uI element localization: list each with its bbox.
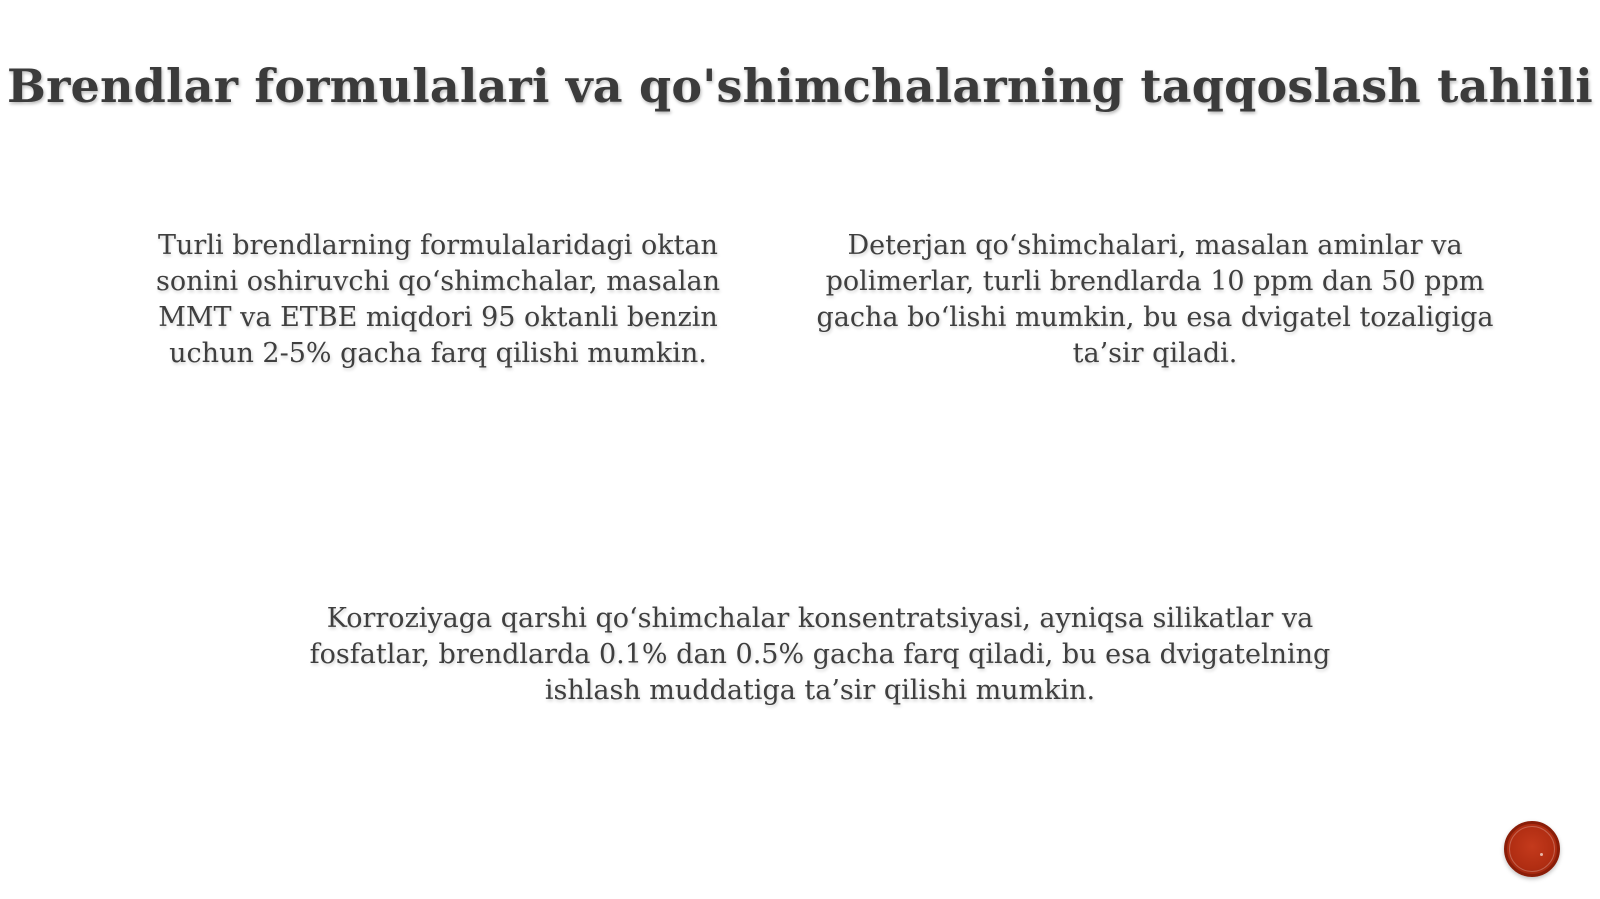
text-block-octane-additives: Turli brendlarning formulalaridagi oktan sonini oshiruvchi qo‘shimchalar, masalan MMT va ETBE miqdori 95 oktanli benzin uchun 2-5% gacha farq qilishi mumkin. <box>156 230 720 369</box>
text-block-detergent-additives: Deterjan qo‘shimchalari, masalan aminlar va polimerlar, turli brendlarda 10 ppm dan 50 ppm gacha bo‘lishi mumkin, bu esa dvigatel tozaligiga ta’sir qiladi. <box>816 230 1494 369</box>
nav-button-ring-icon <box>1509 826 1555 872</box>
slide-title: Brendlar formulalari va qo'shimchalarning taqqoslash tahlili <box>7 59 1593 113</box>
nav-button-dot-icon <box>1540 853 1543 856</box>
slide-nav-button[interactable] <box>1504 821 1560 877</box>
text-block-corrosion-additives: Korroziyaga qarshi qo‘shimchalar konsentratsiyasi, ayniqsa silikatlar va fosfatlar, brendlarda 0.1% dan 0.5% gacha farq qiladi, bu esa dvigatelning ishlash muddatiga ta’sir qilishi mumkin. <box>309 603 1331 706</box>
